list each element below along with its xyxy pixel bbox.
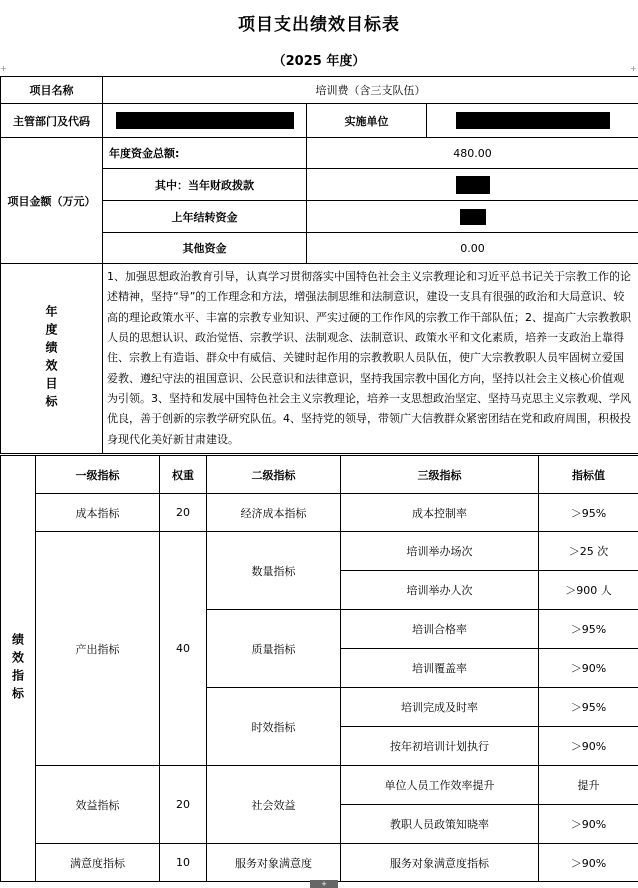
impl-unit-label: 实施单位 [307, 104, 427, 138]
header-value: 指标值 [539, 456, 638, 494]
dept-label: 主管部门及代码 [1, 104, 103, 138]
level3-cell: 按年初培训计划执行 [341, 727, 539, 766]
level2-cell: 时效指标 [207, 688, 341, 766]
level2-cell: 服务对象满意度 [207, 844, 341, 882]
funds-other-label: 其他资金 [103, 233, 307, 264]
level2-cell: 经济成本指标 [207, 494, 341, 532]
level3-cell: 服务对象满意度指标 [341, 844, 539, 882]
level1-cell: 成本指标 [36, 494, 160, 532]
funds-label: 项目金额（万元） [1, 138, 103, 264]
redacted-block [456, 112, 610, 129]
year-label: （2025 年度） [272, 54, 366, 69]
funds-other-value: 0.00 [307, 233, 638, 264]
value-cell: ＞95% [539, 688, 638, 727]
impl-unit-value [427, 104, 638, 138]
level3-cell: 培训举办场次 [341, 532, 539, 571]
value-cell: ＞90% [539, 727, 638, 766]
page-marker-left: + [0, 64, 7, 73]
page-marker-right: + [630, 64, 637, 73]
annual-goal-text: 1、加强思想政治教育引导，认真学习贯彻落实中国特色社会主义宗教理论和习近平总书记关于宗教工作的论述精神，坚持“导”的工作理念和方法，增强法制思维和法制意识，建设一支具有很强的政治和大局意识、较高的理论政策水平、丰富的宗教专业知识、严实过硬的工作作风的宗教工作干部队伍；2、提高广大宗教教职人员的思想认识、政治觉悟、宗教学识、法制观念、法制意识、政策水平和文化素质，培养一支政治上靠得住、宗教上有造诣、群众中有威信、关键时起作用的宗教教职人员队伍，使广大宗教教职人员牢固树立爱国爱教、遵纪守法的祖国意识、公民意识和法律意识，坚持我国宗教中国化方向，坚持以社会主义核心价值观为引领。3、坚持和发展中国特色社会主义宗教理论，培养一支思想政治坚定、坚持马克思主义宗教观、学风优良，善于创新的宗教学研究队伍。4、坚持党的领导，带领广大信教群众紧密团结在党和政府周围，积极投身现代化美好新甘肃建设。 [103, 264, 638, 454]
weight-cell: 20 [160, 766, 207, 844]
level1-cell: 效益指标 [36, 766, 160, 844]
annual-goal-label: 年度绩效目标 [44, 304, 58, 413]
move-handle-glyph: + [321, 880, 327, 888]
level1-cell: 满意度指标 [36, 844, 160, 882]
redacted-block [456, 176, 490, 194]
level2-cell: 社会效益 [207, 766, 341, 844]
funds-carryover-label: 上年结转资金 [103, 201, 307, 233]
performance-table [0, 455, 638, 882]
level1-cell: 产出指标 [36, 532, 160, 766]
level3-cell: 单位人员工作效率提升 [341, 766, 539, 805]
level3-cell: 培训举办人次 [341, 571, 539, 610]
funds-carryover-value [307, 201, 638, 233]
basic-info-table [0, 76, 638, 454]
performance-label: 绩效指标 [10, 632, 25, 705]
weight-cell: 40 [160, 532, 207, 766]
performance-label-cell [1, 456, 36, 882]
project-name-label: 项目名称 [1, 77, 103, 104]
header-level2: 二级指标 [207, 456, 341, 494]
funds-total-label: 年度资金总额: [103, 138, 307, 169]
level3-cell: 成本控制率 [341, 494, 539, 532]
header-level3: 三级指标 [341, 456, 539, 494]
table-move-handle[interactable] [310, 880, 338, 888]
page-title: 项目支出绩效目标表 [238, 15, 400, 35]
funds-fiscal-label: 其中：当年财政拨款 [103, 169, 307, 201]
redacted-block [116, 112, 294, 129]
value-cell: ＞95% [539, 610, 638, 649]
level3-cell: 培训完成及时率 [341, 688, 539, 727]
value-cell: ＞95% [539, 494, 638, 532]
value-cell: ＞90% [539, 805, 638, 844]
redacted-block [460, 209, 486, 225]
level2-cell: 数量指标 [207, 532, 341, 610]
header-weight: 权重 [160, 456, 207, 494]
funds-total-value: 480.00 [307, 138, 638, 169]
level3-cell: 培训合格率 [341, 610, 539, 649]
funds-fiscal-value [307, 169, 638, 201]
value-cell: ＞90% [539, 649, 638, 688]
value-cell: ＞25 次 [539, 532, 638, 571]
weight-cell: 10 [160, 844, 207, 882]
dept-value [103, 104, 307, 138]
header-level1: 一级指标 [36, 456, 160, 494]
annual-goal-label-cell [1, 264, 103, 454]
level3-cell: 培训覆盖率 [341, 649, 539, 688]
value-cell: ＞90% [539, 844, 638, 882]
value-cell: 提升 [539, 766, 638, 805]
level2-cell: 质量指标 [207, 610, 341, 688]
weight-cell: 20 [160, 494, 207, 532]
level3-cell: 教职人员政策知晓率 [341, 805, 539, 844]
value-cell: ＞900 人 [539, 571, 638, 610]
project-name-value: 培训费（含三支队伍） [103, 77, 638, 104]
